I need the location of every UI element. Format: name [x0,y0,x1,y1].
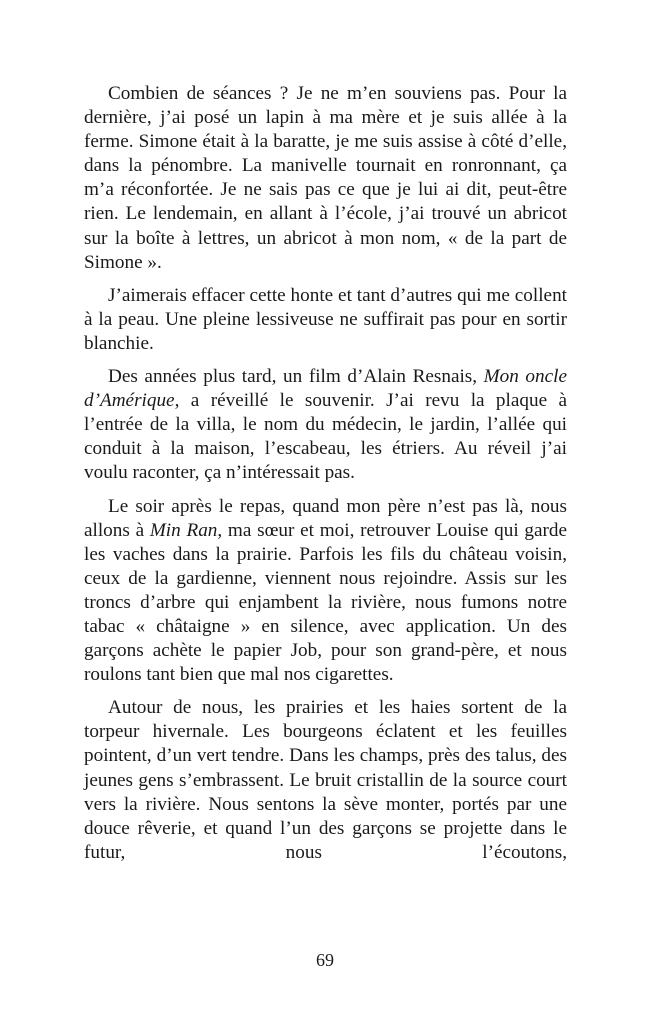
paragraph-1: Combien de séances ? Je ne m’en souviens pas. Pour la dernière, j’ai posé un lapin à ma mère et je suis allée à la ferme. Simone était à la baratte, je me suis assise à côté d’elle, dans la pénombre. La manivelle tournait en ronronnant, ça m’a réconfortée. Je ne sais pas ce que je lui ai dit, peut-être rien. Le lendemain, en allant à l’école, j’ai trouvé un abricot sur la boîte à lettres, un abricot à mon nom, « de la part de Simone ». [84,83,567,273]
paragraph-3-text-after: , a réveillé le souvenir. J’ai revu la plaque à l’entrée de la villa, le nom du médecin, le jardin, l’allée qui conduit à la maison, l’escabeau, les étriers. Au réveil j’ai voulu raconter, ça n’intéressait pas. [84,390,567,484]
paragraph-3 [84,365,567,485]
book-page-body [84,82,567,874]
place-name: Min Ran [149,519,218,541]
paragraph-2: J’aimerais effacer cette honte et tant d’autres qui me collent à la peau. Une pleine lessiveuse ne suffirait pas pour en sortir blanchie. [84,284,567,354]
paragraph-4-text-after: , ma sœur et moi, retrouver Louise qui garde les vaches dans la prairie. Parfois les fils du château voisin, ceux de la gardienne, viennent nous rejoindre. Assis sur les troncs d’arbre qui enjambent la rivière, nous fumons notre tabac « châtaigne » en silence, avec application. Un des garçons achète le papier Job, pour son grand-père, et nous roulons tant bien que mal nos cigarettes. [84,519,567,686]
paragraph-4 [84,495,567,688]
film-title: Mon oncle d’Amérique [84,366,567,412]
paragraph-5: Autour de nous, les prairies et les haies sortent de la torpeur hivernale. Les bourgeons éclatent et les feuilles pointent, d’un vert tendre. Dans les champs, près des talus, des jeunes gens s’embrassent. Le bruit cristallin de la source court vers la rivière. Nous sentons la sève monter, portés par une douce rêverie, et quand l’un des garçons se projette dans le futur, nous l’écoutons, [84,697,567,863]
paragraph-3-text-before: Des années plus tard, un film d’Alain Resnais, [108,366,484,388]
paragraph-4-text-before: Le soir après le repas, quand mon père n’est pas là, nous allons à [84,495,567,541]
page-number: 69 [316,950,334,970]
